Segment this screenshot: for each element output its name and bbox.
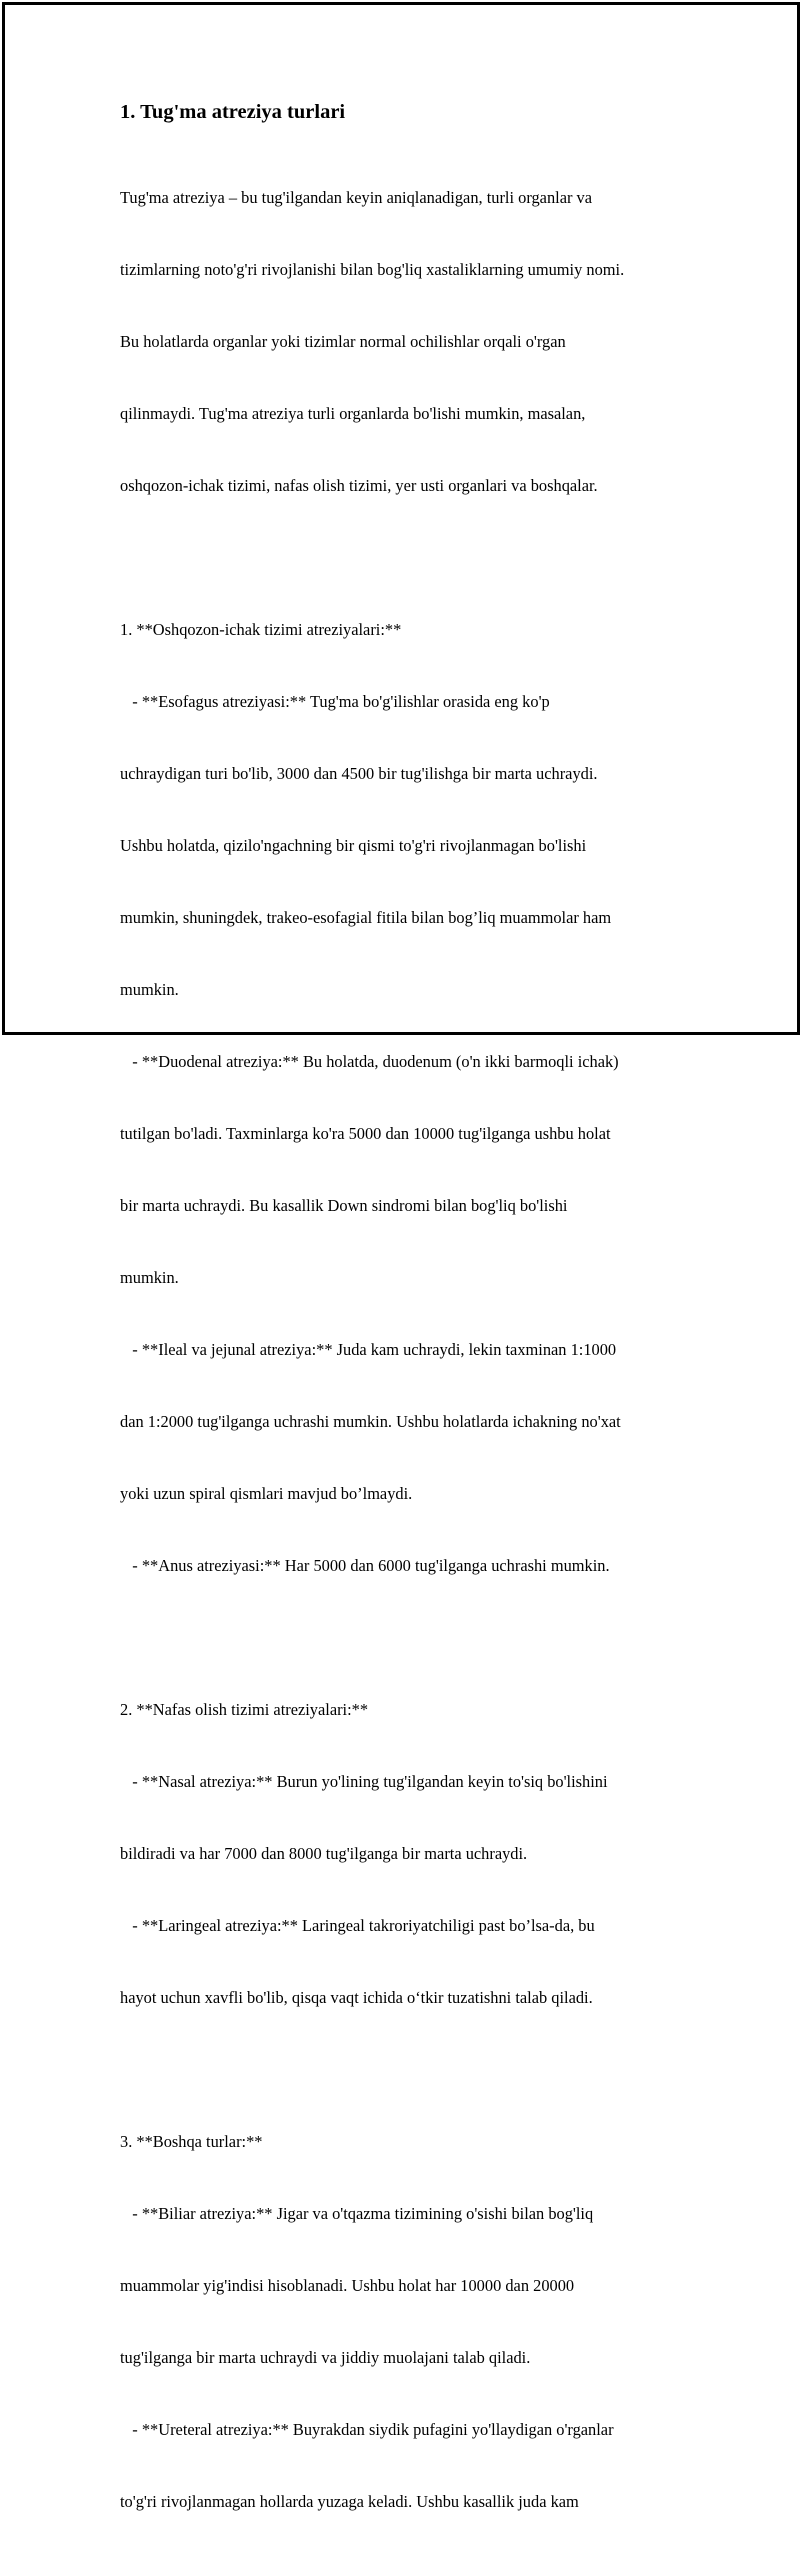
text-line: dan 1:2000 tug'ilganga uchrashi mumkin. Ushbu holatlarda ichakning no'xat: [120, 1412, 621, 1431]
section-other: [120, 2082, 700, 2562]
section-heading: 2. **Nafas olish tizimi atreziyalari:**: [120, 1700, 369, 1719]
section-respiratory: [120, 1650, 700, 2058]
text-line: - **Biliar atreziya:** Jigar va o'tqazma tizimining o'sishi bilan bog'liq: [120, 2204, 594, 2223]
paragraph-gap: [120, 2058, 700, 2082]
page-frame: [2, 2, 800, 2511]
text-line: - **Nasal atreziya:** Burun yo'lining tug'ilgandan keyin to'siq bo'lishini: [120, 1772, 608, 1791]
section-digestive: [120, 570, 700, 1626]
text-line: qilinmaydi. Tug'ma atreziya turli organlarda bo'lishi mumkin, masalan,: [120, 404, 586, 423]
text-line: bildiradi va har 7000 dan 8000 tug'ilganga bir marta uchraydi.: [120, 1844, 528, 1863]
document-content: [120, 99, 700, 2562]
section-heading: 3. **Boshqa turlar:**: [120, 2132, 263, 2151]
text-line: - **Laringeal atreziya:** Laringeal takroriyatchiligi past bo’lsa-da, bu: [120, 1916, 595, 1935]
text-line: to'g'ri rivojlanmagan hollarda yuzaga keladi. Ushbu kasallik juda kam: [120, 2492, 579, 2511]
text-line: oshqozon-ichak tizimi, nafas olish tizimi, yer usti organlari va boshqalar.: [120, 476, 598, 495]
text-line: - **Ureteral atreziya:** Buyrakdan siydik pufagini yo'llaydigan o'rganlar: [120, 2420, 614, 2439]
text-line: yoki uzun spiral qismlari mavjud bo’lmaydi.: [120, 1484, 413, 1503]
text-line: Tug'ma atreziya – bu tug'ilgandan keyin aniqlanadigan, turli organlar va: [120, 188, 593, 207]
intro-paragraph: [120, 138, 700, 546]
text-line: Bu holatlarda organlar yoki tizimlar normal ochilishlar orqali o'rgan: [120, 332, 566, 351]
document-title: 1. Tug'ma atreziya turlari: [120, 101, 346, 123]
text-line: muammolar yig'indisi hisoblanadi. Ushbu holat har 10000 dan 20000: [120, 2276, 575, 2295]
paragraph-gap: [120, 1626, 700, 1650]
text-line: bir marta uchraydi. Bu kasallik Down sindromi bilan bog'liq bo'lishi: [120, 1196, 568, 1215]
text-line: tutilgan bo'ladi. Taxminlarga ko'ra 5000 dan 10000 tug'ilganga ushbu holat: [120, 1124, 611, 1143]
text-line: tizimlarning noto'g'ri rivojlanishi bilan bog'liq xastaliklarning umumiy nomi.: [120, 260, 625, 279]
text-line: mumkin, shuningdek, trakeo-esofagial fitila bilan bog’liq muammolar ham: [120, 908, 612, 927]
text-line: uchraydigan turi bo'lib, 3000 dan 4500 bir tug'ilishga bir marta uchraydi.: [120, 764, 598, 783]
text-line: - **Anus atreziyasi:** Har 5000 dan 6000 tug'ilganga uchrashi mumkin.: [120, 1556, 610, 1575]
text-line: hayot uchun xavfli bo'lib, qisqa vaqt ichida o‘tkir tuzatishni talab qiladi.: [120, 1988, 593, 2007]
text-line: Ushbu holatda, qizilo'ngachning bir qismi to'g'ri rivojlanmagan bo'lishi: [120, 836, 587, 855]
text-line: - **Ileal va jejunal atreziya:** Juda kam uchraydi, lekin taxminan 1:1000: [120, 1340, 617, 1359]
text-line: mumkin.: [120, 1268, 179, 1287]
text-line: - **Duodenal atreziya:** Bu holatda, duodenum (o'n ikki barmoqli ichak): [120, 1052, 619, 1071]
text-line: - **Esofagus atreziyasi:** Tug'ma bo'g'ilishlar orasida eng ko'p: [120, 692, 550, 711]
section-heading: 1. **Oshqozon-ichak tizimi atreziyalari:**: [120, 620, 402, 639]
text-line: tug'ilganga bir marta uchraydi va jiddiy muolajani talab qiladi.: [120, 2348, 531, 2367]
paragraph-gap: [120, 546, 700, 570]
text-line: mumkin.: [120, 980, 179, 999]
